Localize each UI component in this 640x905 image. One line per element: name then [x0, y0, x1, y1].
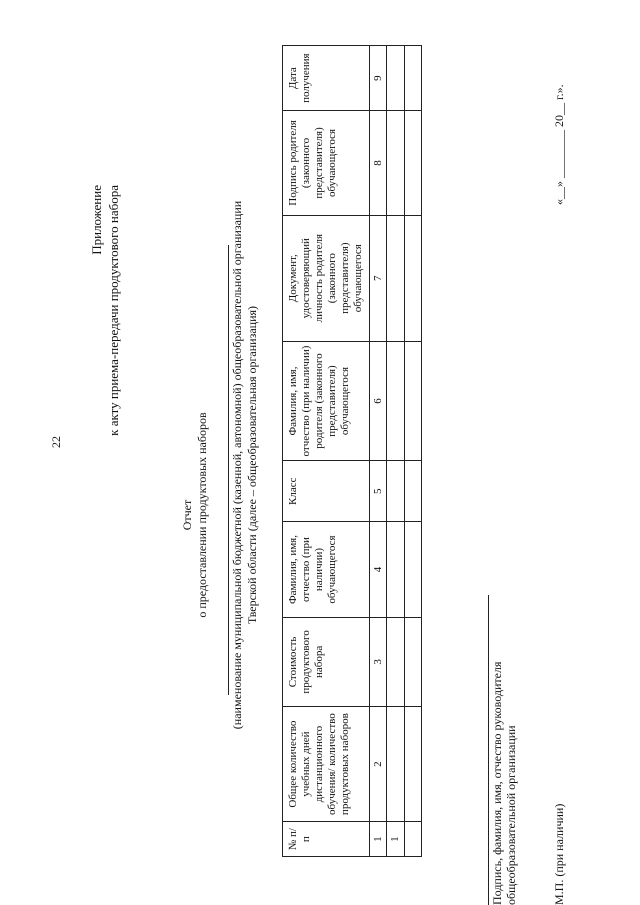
appendix-line-2: к акту приема-передачи продуктового набора [106, 185, 121, 436]
table-row [387, 46, 404, 857]
appendix-heading [88, 185, 122, 565]
column-number: 8 [370, 111, 387, 215]
table-cell [387, 461, 404, 522]
table-cell [387, 341, 404, 461]
report-title [180, 255, 210, 775]
report-table [282, 45, 422, 857]
table-cell [404, 822, 421, 857]
table-cell [387, 617, 404, 706]
page-number: 22 [49, 436, 63, 448]
table-cell [404, 215, 421, 341]
table-cell [387, 111, 404, 215]
col-header-days-count: Общее количество учебных дней дистанционного обучения/ количество продуктовых наборов [283, 706, 370, 821]
table-cell [404, 461, 421, 522]
column-number: 7 [370, 215, 387, 341]
column-number: 4 [370, 522, 387, 618]
organization-blank-line [228, 245, 229, 695]
report-subtitle: о предоставлении продуктовых наборов [195, 412, 209, 618]
table-cell [387, 522, 404, 618]
table-cell [387, 215, 404, 341]
report-title-main: Отчет [180, 499, 194, 531]
col-header-parent-document: Документ, удостоверяющий личность родителя (законного представителя) обучающегося [283, 215, 370, 341]
table-cell [404, 617, 421, 706]
date-field: «__» ________ 20__ г.». [552, 84, 566, 205]
col-header-class: Класс [283, 461, 370, 522]
organization-caption [230, 185, 260, 745]
column-number: 1 [370, 822, 387, 857]
table-header-row [283, 46, 370, 857]
table-cell [404, 706, 421, 821]
col-header-receipt-date: Дата получения [283, 46, 370, 111]
signature-caption-line-2: общеобразовательной организации [504, 725, 518, 905]
organization-caption-line-2: Тверской области (далее – общеобразовательная организация) [245, 305, 259, 625]
column-number: 5 [370, 461, 387, 522]
signature-blank-line [488, 595, 489, 905]
signature-caption [490, 585, 518, 905]
table-cell [404, 46, 421, 111]
column-number: 9 [370, 46, 387, 111]
table-cell [387, 706, 404, 821]
column-numbering-row [370, 46, 387, 857]
col-header-parent-name: Фамилия, имя, отчество (при наличии) родителя (законного представителя) обучающегося [283, 341, 370, 461]
signature-caption-line-1: Подпись, фамилия, имя, отчество руководителя [490, 661, 504, 905]
col-header-student-name: Фамилия, имя, отчество (при наличии) обучающегося [283, 522, 370, 618]
col-header-set-cost: Стоимость продуктового набора [283, 617, 370, 706]
col-header-number: № п/п [283, 822, 370, 857]
col-header-parent-signature: Подпись родителя (законного представителя) обучающегося [283, 111, 370, 215]
table-cell [404, 341, 421, 461]
appendix-line-1: Приложение [89, 185, 104, 255]
table-cell: 1 [387, 822, 404, 857]
column-number: 3 [370, 617, 387, 706]
table-row [404, 46, 421, 857]
table-cell [404, 522, 421, 618]
table-cell [387, 46, 404, 111]
column-number: 6 [370, 341, 387, 461]
column-number: 2 [370, 706, 387, 821]
table-cell [404, 111, 421, 215]
stamp-label: М.П. (при наличии) [552, 803, 566, 905]
organization-caption-line-1: (наименование муниципальной бюджетной (казенной, автономной) общеобразовательной организации [230, 200, 244, 730]
